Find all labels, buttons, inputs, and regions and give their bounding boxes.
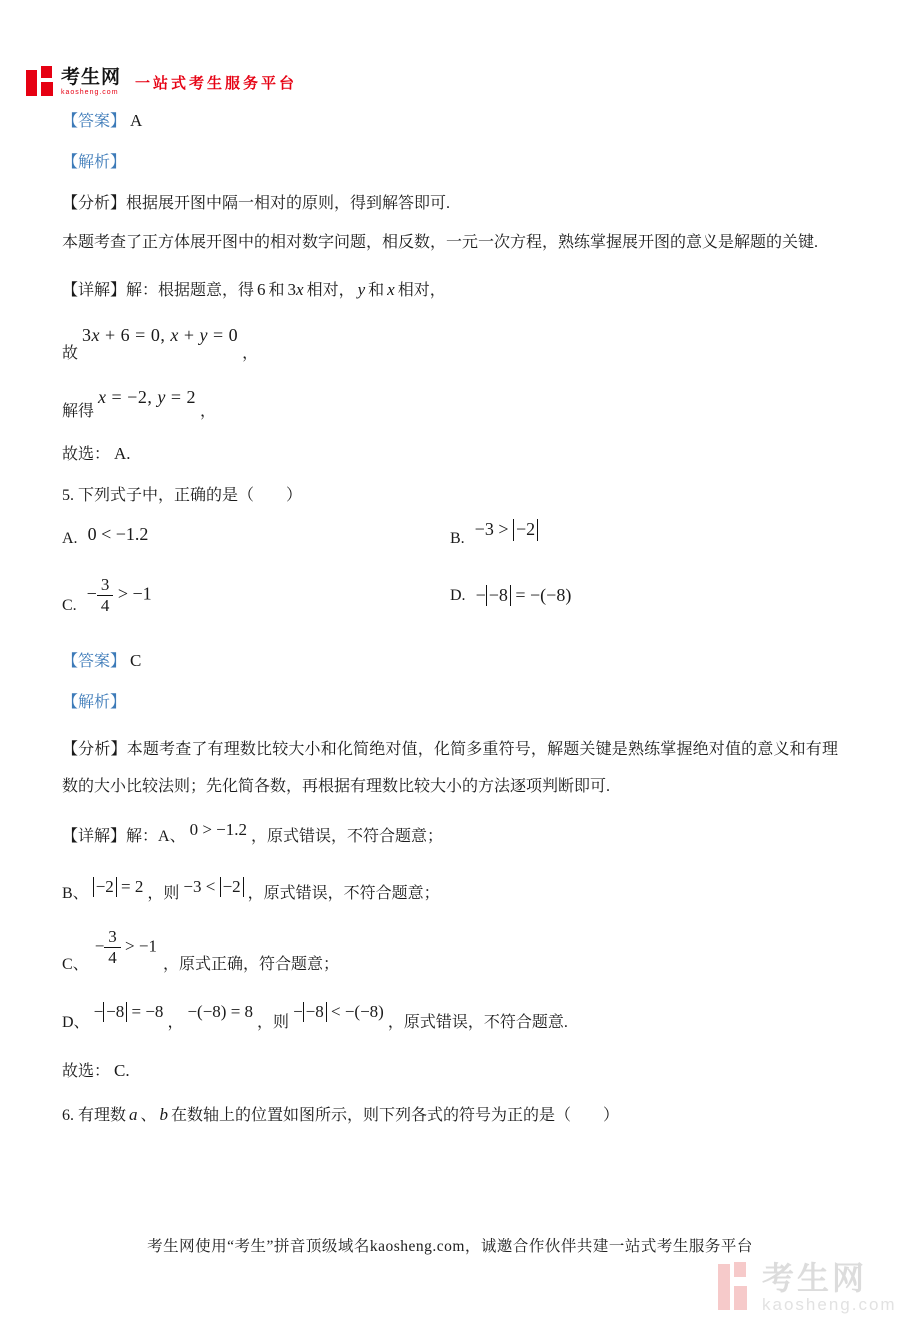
equation-3x6: 3x + 6 = 0, x + y = 0 xyxy=(82,325,239,345)
math-a: a xyxy=(129,1104,138,1124)
fenxi-label: 【分析】 xyxy=(62,195,127,212)
q5-stem-text: 下列式子中，正确的是（ ） xyxy=(78,487,303,504)
q5-answer-line xyxy=(62,648,838,674)
kaosheng-watermark xyxy=(718,1262,897,1313)
fenxi-label: 【分析】 xyxy=(62,740,127,758)
jiexi-label: 【解析】 xyxy=(62,693,127,711)
q4-answer-value: A xyxy=(130,111,143,130)
q5-options-row-2 xyxy=(62,568,838,624)
q4-fenxi-text: 根据展开图中隔一相对的原则，得到解答即可. xyxy=(126,195,451,212)
detail-b-math-1: −2 = 2 xyxy=(93,874,144,900)
q4-equation-1 xyxy=(62,313,838,365)
detail-b-mid: ，则 xyxy=(147,884,180,902)
q5-detail-c xyxy=(62,925,838,977)
xiangjie-label: 【详解】 xyxy=(62,282,127,299)
detail-b-post: ，原式错误，不符合题意； xyxy=(247,884,440,902)
detail-b-math-2: −3 < −2 xyxy=(183,874,243,900)
answer-label: 【答案】 xyxy=(62,652,127,670)
jiede-prefix: 解得 xyxy=(62,403,95,420)
q5-option-c xyxy=(62,576,450,615)
document-body xyxy=(0,108,900,1128)
logo-tagline: 一站式考生服务平台 xyxy=(135,76,298,92)
q4-choice: A. xyxy=(114,444,131,463)
q4-fenxi-line xyxy=(62,191,838,216)
q5-option-a xyxy=(62,523,450,548)
logo-domain: kaosheng.com xyxy=(61,89,119,96)
option-a-math: 0 < −1.2 xyxy=(87,523,149,544)
q4-note-paragraph: 本题考查了正方体展开图中的相对数字问题，相反数，一元一次方程，熟练掌握展开图的意义是解题的关键. xyxy=(62,234,819,251)
q4-guxuan-line xyxy=(62,441,838,467)
option-d-label: D. xyxy=(450,586,466,604)
math-y: y xyxy=(357,280,366,299)
logo-text xyxy=(61,68,121,96)
q5-option-b xyxy=(450,519,838,548)
equation-xy: x = −2, y = 2 xyxy=(98,387,196,407)
q6-number: 6. xyxy=(62,1106,74,1124)
q5-detail-d xyxy=(62,999,838,1036)
detail-d-post: ，原式错误，不符合题意. xyxy=(387,1013,568,1031)
q5-number: 5. xyxy=(62,487,74,504)
detail-a-post: ，原式错误，不符合题意； xyxy=(251,827,444,845)
math-x: x xyxy=(387,280,395,299)
math-6: 6 xyxy=(257,280,266,299)
trailing-comma: ， xyxy=(242,345,259,362)
detail-d-math-1: − −8 = −8 xyxy=(93,1001,164,1021)
detail-d-mid: ，则 xyxy=(257,1013,290,1031)
q4-detail-text: 相对， xyxy=(397,282,446,299)
q6-text: 、 xyxy=(140,1106,157,1124)
q4-detail-line xyxy=(62,277,838,303)
q4-answer-line xyxy=(62,108,838,134)
trailing-comma: ， xyxy=(199,403,216,420)
watermark-brand: 考生网 xyxy=(762,1260,868,1296)
document-page xyxy=(0,56,900,1314)
guxuan-label: 故选： xyxy=(62,446,111,463)
detail-a-math: 0 > −1.2 xyxy=(189,819,248,839)
jiexi-label: 【解析】 xyxy=(62,154,127,171)
site-logo xyxy=(26,56,900,96)
detail-d-comma: ， xyxy=(167,1013,184,1031)
q5-fenxi-text: 本题考查了有理数比较大小和化简绝对值，化简多重符号，解题关键是熟练掌握绝对值的意义和有理数的大小比较法则；先化简各数，再根据有理数比较大小的方法逐项判断即可. xyxy=(62,740,838,795)
q6-stem xyxy=(62,1102,838,1128)
q5-answer-value: C xyxy=(130,650,142,670)
option-b-math: −3 > −2 xyxy=(475,519,538,541)
detail-d-math-3: − −8 < −(−8) xyxy=(293,1001,384,1021)
detail-c-post: ，原式正确，符合题意； xyxy=(162,955,339,973)
detail-c-math: − $\frac{3}{4}$ > −1 xyxy=(94,926,157,967)
q6-text: 在数轴上的位置如图所示，则下列各式的符号为正的是（ ） xyxy=(171,1106,620,1124)
q4-detail-text: 和 xyxy=(268,282,285,299)
option-c-math: − $\frac{3}{4}$ > −1 xyxy=(86,575,152,616)
option-b-label: B. xyxy=(450,529,465,547)
q5-guxuan-line xyxy=(62,1058,838,1084)
q5-options-row-1 xyxy=(62,519,838,548)
option-a-label: A. xyxy=(62,529,78,547)
detail-c-pre: C、 xyxy=(62,955,89,973)
math-b: b xyxy=(159,1104,169,1124)
math-3x: 3x xyxy=(287,280,304,299)
q5-option-d xyxy=(450,585,838,607)
q4-detail-text: 相对， xyxy=(306,282,355,299)
q5-detail-a xyxy=(62,819,838,850)
option-d-math: − −8 = −(−8) xyxy=(475,584,572,605)
q5-fenxi-paragraph xyxy=(62,731,838,805)
q4-equation-2 xyxy=(62,373,838,423)
kaosheng-logo-icon xyxy=(26,66,56,96)
detail-b-pre: B、 xyxy=(62,884,89,902)
q4-detail-text: 和 xyxy=(368,282,385,299)
option-c-label: C. xyxy=(62,596,77,614)
guxuan-label: 故选： xyxy=(62,1062,111,1080)
xiangjie-label: 【详解】 xyxy=(62,827,127,845)
detail-d-pre: D、 xyxy=(62,1013,90,1031)
q5-jiexi-line xyxy=(62,690,838,715)
q6-text: 有理数 xyxy=(78,1106,127,1124)
logo-brand: 考生网 xyxy=(61,67,122,88)
q5-stem xyxy=(62,483,838,508)
detail-a-pre: 解：A、 xyxy=(126,827,186,845)
q5-detail-b xyxy=(62,872,838,907)
answer-label: 【答案】 xyxy=(62,113,127,130)
q4-jiexi-line xyxy=(62,150,838,175)
page-footer: 考生网使用“考生”拼音顶级域名kaosheng.com，诚邀合作伙伴共建一站式考生服务平台 xyxy=(147,1238,753,1255)
watermark-domain: kaosheng.com xyxy=(762,1295,897,1314)
q5-choice: C. xyxy=(114,1060,130,1080)
kaosheng-watermark-icon xyxy=(718,1262,748,1312)
gu-prefix: 故 xyxy=(62,345,79,362)
detail-d-math-2: −(−8) = 8 xyxy=(187,1001,254,1021)
q4-detail-text: 解：根据题意，得 xyxy=(126,282,255,299)
